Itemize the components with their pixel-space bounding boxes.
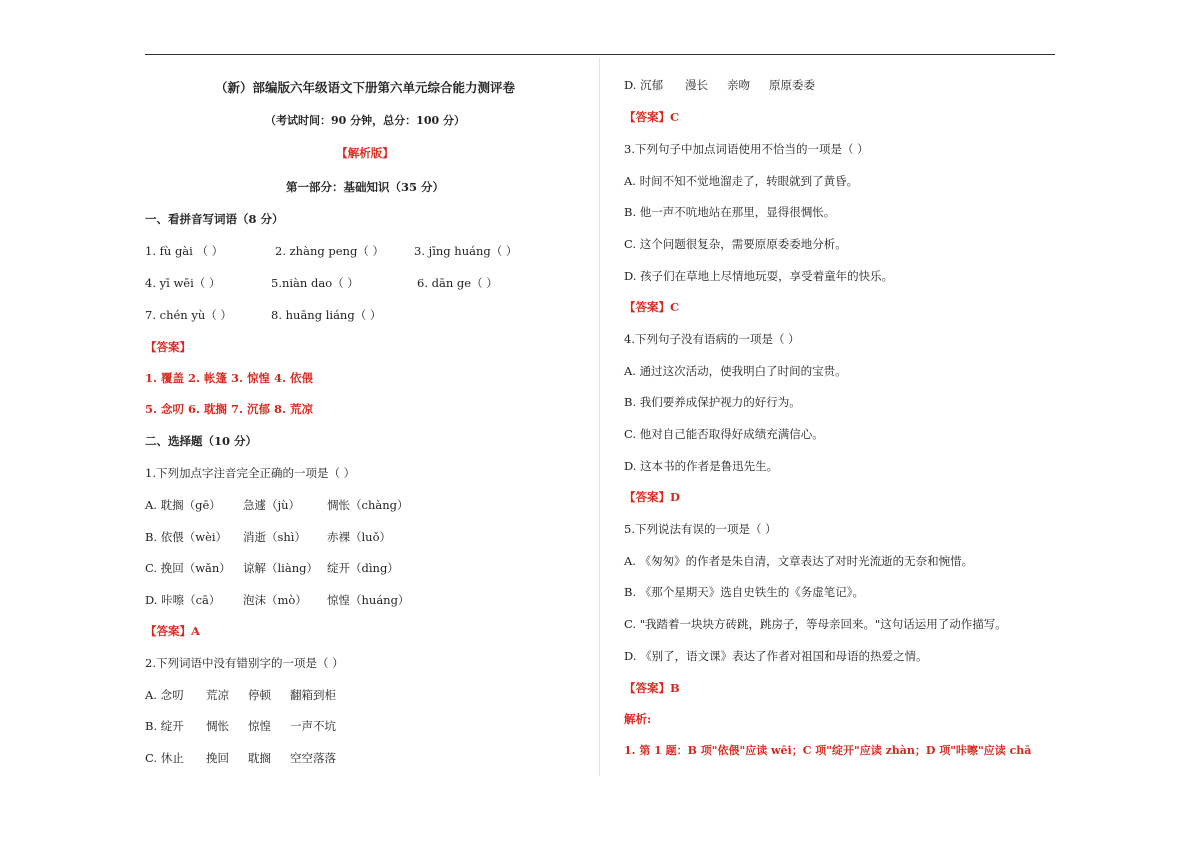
pinyin-row-1 xyxy=(145,243,517,259)
q1-stem: 1.下列加点字注音完全正确的一项是（ ） xyxy=(145,466,356,480)
option-part: 翻箱到柜 xyxy=(290,688,336,702)
option-part: 赤裸（luǒ） xyxy=(327,530,392,544)
pinyin-item: 8. huāng liáng（ ） xyxy=(271,308,382,322)
part-one-heading: 第一部分：基础知识（35 分） xyxy=(285,180,444,194)
option-part: 耽搁 xyxy=(248,751,271,765)
option-part: A. 念叨 xyxy=(145,688,184,702)
q1-option-c xyxy=(145,560,399,576)
option-part: 挽回 xyxy=(206,751,229,765)
section1-answer-line-2: 5. 念叨 6. 耽搁 7. 沉郁 8. 荒凉 xyxy=(145,402,314,416)
q1-option-b xyxy=(145,529,391,545)
pinyin-item: 5.niàn dao（ ） xyxy=(271,276,359,290)
analysis-line-1: 1. 第 1 题：B 项"依偎"应读 wēi；C 项"绽开"应读 zhàn；D 项"咔嚓"应读 chā xyxy=(624,744,1032,757)
q2-answer: 【答案】C xyxy=(624,110,680,124)
q1-option-a xyxy=(145,497,408,513)
analysis-label: 解析: xyxy=(624,712,652,726)
option-part: 泡沫（mò） xyxy=(243,593,307,607)
q3-stem: 3.下列句子中加点词语使用不恰当的一项是（ ） xyxy=(624,142,869,156)
option-part: 停顿 xyxy=(248,688,271,702)
section1-answer-label: 【答案】 xyxy=(145,340,191,354)
top-rule xyxy=(145,54,1055,55)
page-title: （新）部编版六年级语文下册第六单元综合能力测评卷 xyxy=(214,80,515,95)
option-part: 荒凉 xyxy=(206,688,229,702)
option-part: 急遽（jù） xyxy=(243,498,300,512)
q5-option-c: C. "我踏着一块块方砖跳，跳房子，等母亲回来。"这句话运用了动作描写。 xyxy=(624,617,1007,631)
q4-option-d: D. 这本书的作者是鲁迅先生。 xyxy=(624,459,779,473)
option-part: 惆怅 xyxy=(206,719,229,733)
column-divider xyxy=(599,58,600,776)
option-part: B. 绽开 xyxy=(145,719,184,733)
q2-option-a xyxy=(145,687,336,703)
option-part: 惊惶 xyxy=(248,719,271,733)
option-part: 绽开（dìng） xyxy=(327,561,399,575)
q3-option-d: D. 孩子们在草地上尽情地玩耍，享受着童年的快乐。 xyxy=(624,269,894,283)
option-part: 谅解（liàng） xyxy=(243,561,318,575)
option-part: 消逝（shì） xyxy=(243,530,306,544)
q3-option-b: B. 他一声不吭地站在那里，显得很惆怅。 xyxy=(624,205,836,219)
pinyin-item: 7. chén yù（ ） xyxy=(145,308,232,322)
q3-option-c: C. 这个问题很复杂，需要原原委委地分析。 xyxy=(624,237,847,251)
pinyin-item: 1. fù gài （ ） xyxy=(145,244,224,258)
option-part: 惊惶（huáng） xyxy=(327,593,410,607)
q2-option-b xyxy=(145,718,336,734)
option-part: D. 咔嚓（cā） xyxy=(145,593,221,607)
option-part: C. 挽回（wǎn） xyxy=(145,561,231,575)
q3-answer: 【答案】C xyxy=(624,300,680,314)
pinyin-row-2 xyxy=(145,275,498,291)
section1-heading: 一、看拼音写词语（8 分） xyxy=(145,212,284,226)
option-part: D. 沉郁 xyxy=(624,78,664,92)
section1-answer-line-1: 1. 覆盖 2. 帐篷 3. 惊惶 4. 依偎 xyxy=(145,371,314,385)
q1-option-d xyxy=(145,592,409,608)
q5-option-b: B. 《那个星期天》选自史铁生的《务虚笔记》。 xyxy=(624,585,865,599)
q4-option-c: C. 他对自己能否取得好成绩充满信心。 xyxy=(624,427,824,441)
exam-info: （考试时间：90 分钟，总分：100 分） xyxy=(265,114,465,127)
q5-option-d: D. 《别了，语文课》表达了作者对祖国和母语的热爱之情。 xyxy=(624,649,928,663)
q4-option-b: B. 我们要养成保护视力的好行为。 xyxy=(624,395,801,409)
option-part: 漫长 xyxy=(685,78,708,92)
option-part: 原原委委 xyxy=(769,78,815,92)
q5-answer: 【答案】B xyxy=(624,681,680,695)
pinyin-item: 6. dān ge（ ） xyxy=(417,276,498,290)
q2-option-c xyxy=(145,750,336,766)
q4-answer: 【答案】D xyxy=(624,490,680,504)
option-part: A. 耽搁（gē） xyxy=(145,498,221,512)
option-part: 惆怅（chàng） xyxy=(327,498,409,512)
option-part: 空空落落 xyxy=(290,751,336,765)
q2-option-d xyxy=(624,77,815,93)
pinyin-item: 2. zhàng peng（ ） xyxy=(275,244,384,258)
q1-answer: 【答案】A xyxy=(145,624,200,638)
pinyin-item: 3. jīng huáng（ ） xyxy=(414,244,518,258)
option-part: 一声不坑 xyxy=(290,719,336,733)
q2-stem: 2.下列词语中没有错别字的一项是（ ） xyxy=(145,656,344,670)
section2-heading: 二、选择题（10 分） xyxy=(145,434,258,448)
q4-option-a: A. 通过这次活动，使我明白了时间的宝贵。 xyxy=(624,364,847,378)
q3-option-a: A. 时间不知不觉地溜走了，转眼就到了黄昏。 xyxy=(624,174,859,188)
pinyin-item: 4. yī wēi（ ） xyxy=(145,276,221,290)
version-tag: 【解析版】 xyxy=(336,146,394,160)
q4-stem: 4.下列句子没有语病的一项是（ ） xyxy=(624,332,800,346)
q5-option-a: A. 《匆匆》的作者是朱自清，文章表达了对时光流逝的无奈和惋惜。 xyxy=(624,554,974,568)
option-part: 亲吻 xyxy=(727,78,750,92)
q5-stem: 5.下列说法有误的一项是（ ） xyxy=(624,522,777,536)
option-part: C. 休止 xyxy=(145,751,184,765)
option-part: B. 依偎（wèi） xyxy=(145,530,228,544)
pinyin-row-3 xyxy=(145,307,381,323)
